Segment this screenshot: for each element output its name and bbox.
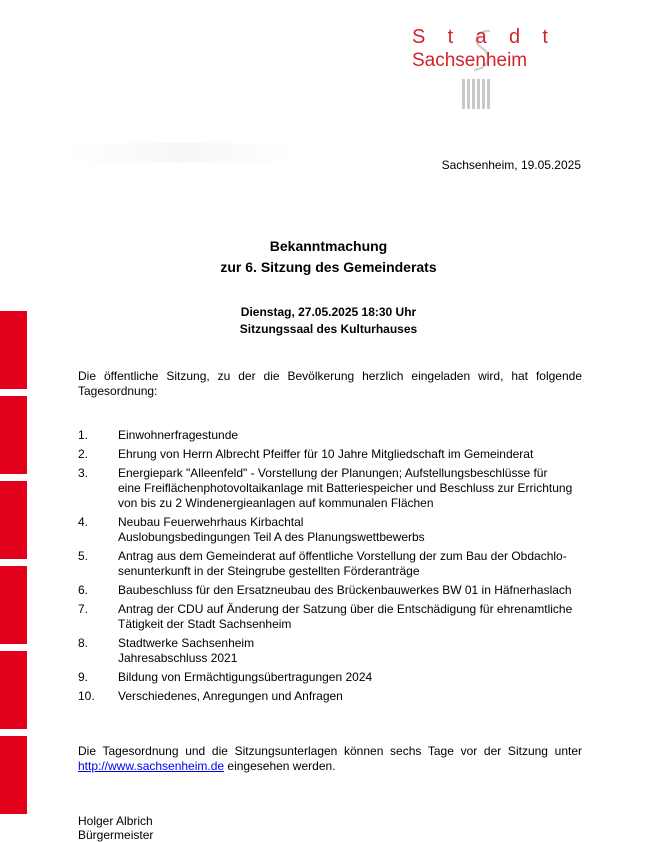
agenda-item: [78, 670, 588, 685]
agenda-number: 3.: [78, 466, 89, 480]
city-logo: [412, 26, 552, 116]
document-date: Sachsenheim, 19.05.2025: [441, 158, 581, 172]
title-line-2: zur 6. Sitzung des Gemeinderats: [220, 259, 437, 275]
signature-block: [78, 814, 153, 842]
red-margin-bar: [0, 481, 27, 559]
logo-columns-icon: [462, 79, 490, 109]
outro-text-after: eingesehen werden.: [224, 759, 336, 773]
agenda-number: 5.: [78, 549, 89, 563]
intro-paragraph: Die öffentliche Sitzung, zu der die Bevölkerung herzlich eingeladen wird, hat folgende Tagesordnung:: [78, 369, 582, 398]
agenda-list: [78, 428, 588, 708]
logo-letter: d: [508, 26, 521, 48]
agenda-text: Verschiedenes, Anregungen und Anfragen: [118, 689, 343, 703]
agenda-item: [78, 549, 588, 579]
agenda-number: 8.: [78, 636, 89, 650]
agenda-text: Ehrung von Herrn Albrecht Pfeiffer für 10 Jahre Mitgliedschaft im Gemeinderat: [118, 447, 534, 461]
outro-paragraph: [78, 744, 582, 774]
agenda-text: Neubau Feuerwehrhaus Kirbachtal Auslobungsbedingungen Teil A des Planungswettbewerbs: [118, 515, 425, 544]
meeting-datetime: Dienstag, 27.05.2025 18:30 Uhr: [240, 305, 417, 319]
agenda-number: 2.: [78, 447, 89, 461]
signer-name: Holger Albrich: [78, 814, 153, 828]
red-margin-bar: [0, 566, 27, 644]
meeting-location: Sitzungssaal des Kulturhauses: [239, 322, 418, 336]
agenda-text: Energiepark "Alleenfeld" - Vorstellung der Planungen; Aufstellungsbeschlüsse für eine Freiflächenphotovoltaikanlage mit Batteriespeicher und Beschluss zur Errichtung von bis zu 2 Windenergieanlagen auf kommunalen Flächen: [118, 466, 573, 510]
agenda-number: 6.: [78, 583, 89, 597]
logo-letter: S: [412, 26, 426, 48]
agenda-text: Antrag der CDU auf Änderung der Satzung über die Entschädigung für ehrenamtliche Tätigkeit der Stadt Sachsenheim: [118, 602, 573, 631]
logo-letter: t: [542, 26, 548, 48]
red-margin-bar: [0, 396, 27, 474]
red-margin-bar: [0, 736, 27, 814]
agenda-item: [78, 466, 588, 511]
agenda-item: [78, 689, 588, 704]
agenda-item: [78, 602, 588, 632]
outro-text-before: Die Tagesordnung und die Sitzungsunterlagen können sechs Tage vor der Sitzung unter: [78, 744, 582, 758]
document-title: [0, 236, 657, 278]
faint-background-band: [66, 143, 296, 163]
logo-letter: a: [475, 26, 487, 48]
agenda-number: 10.: [78, 689, 95, 703]
logo-city-name: Sachsenheim: [412, 50, 528, 71]
agenda-item: [78, 583, 588, 598]
agenda-item: [78, 447, 588, 462]
agenda-number: 1.: [78, 428, 89, 442]
agenda-number: 9.: [78, 670, 89, 684]
agenda-text: Baubeschluss für den Ersatzneubau des Brückenbauwerkes BW 01 in Häfnerhaslach: [118, 583, 572, 597]
logo-letter: t: [447, 26, 454, 48]
red-margin-bar: [0, 651, 27, 729]
signer-title: Bürgermeister: [78, 828, 154, 842]
agenda-number: 4.: [78, 515, 89, 529]
agenda-item: [78, 428, 588, 443]
agenda-text: Bildung von Ermächtigungsübertragungen 2024: [118, 670, 373, 684]
agenda-number: 7.: [78, 602, 89, 616]
title-line-1: Bekanntmachung: [269, 238, 388, 254]
agenda-text: Stadtwerke Sachsenheim Jahresabschluss 2021: [118, 636, 255, 665]
meeting-details: [0, 304, 657, 338]
agenda-text: Antrag aus dem Gemeinderat auf öffentliche Vorstellung der zum Bau der Obdachlo- senunterkunft in der Steingrube gestellten Förderanträge: [118, 549, 567, 578]
website-link[interactable]: http://www.sachsenheim.de: [78, 759, 225, 773]
agenda-text: Einwohnerfragestunde: [118, 428, 239, 442]
agenda-item: [78, 515, 588, 545]
logo-stadt-word: [412, 26, 548, 48]
agenda-item: [78, 636, 588, 666]
